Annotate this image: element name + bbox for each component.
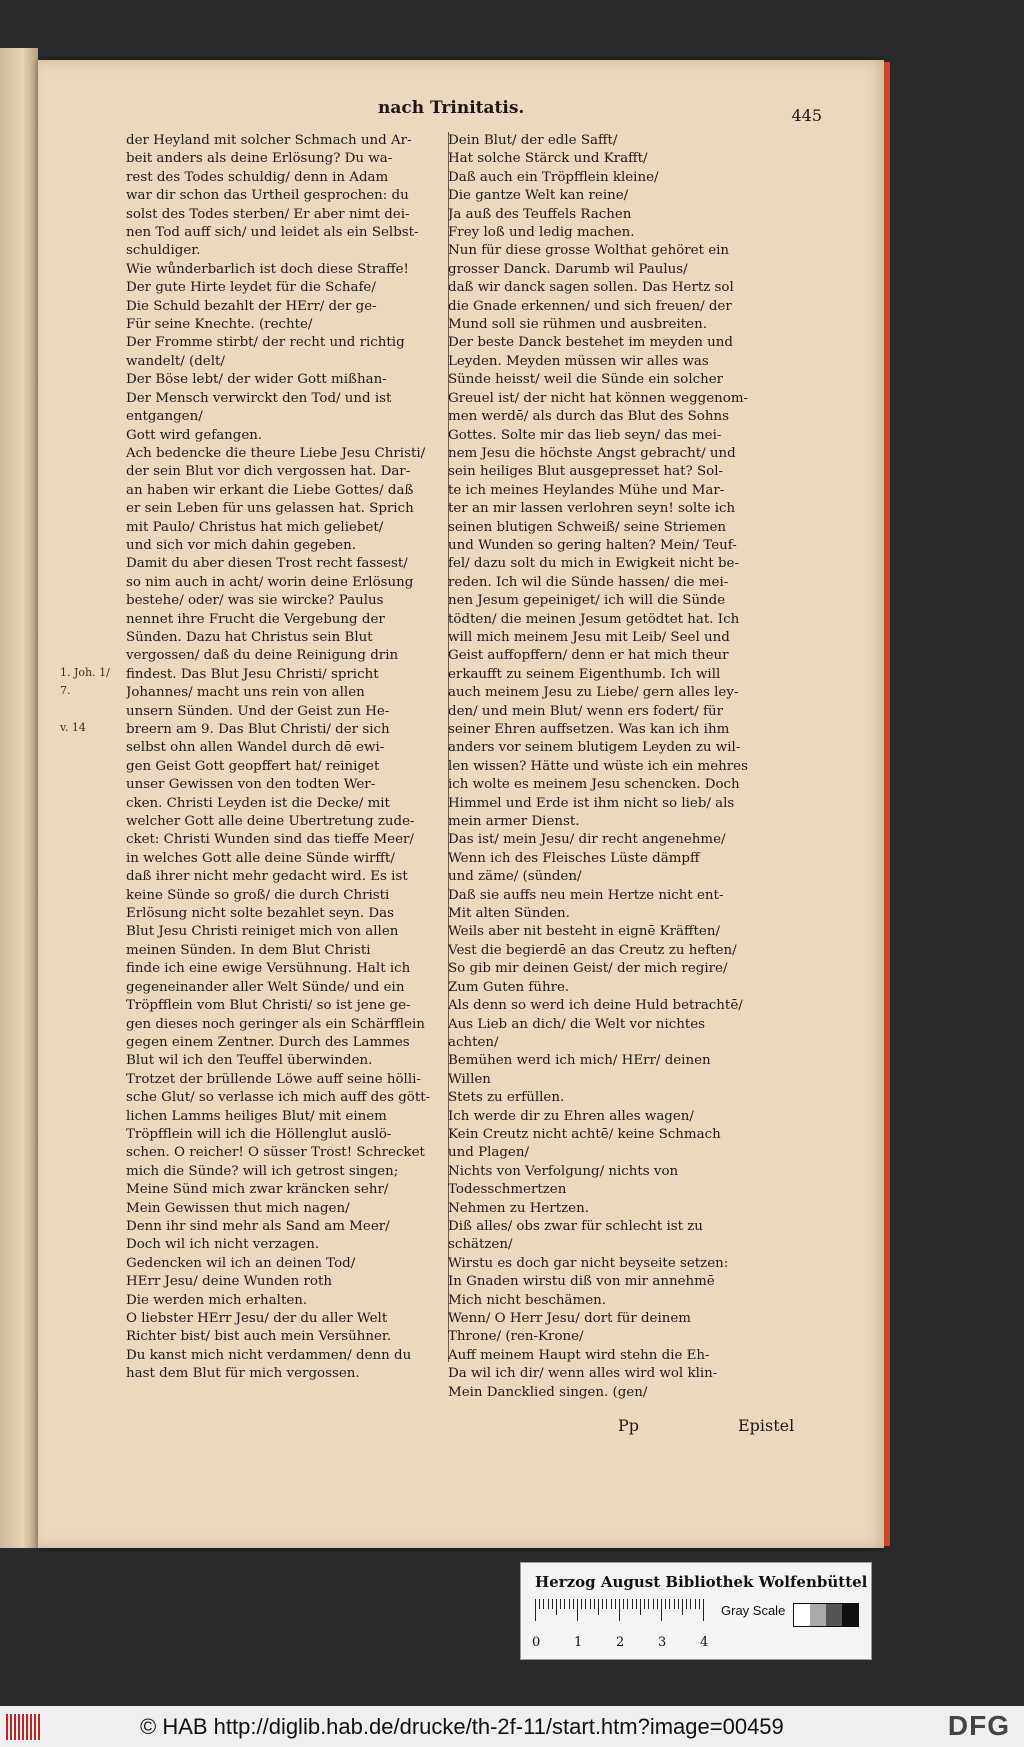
text-line: Gedencken wil ich an deinen Tod/ xyxy=(126,1255,356,1271)
text-line: vergossen/ daß du deine Reinigung drin xyxy=(126,648,399,664)
text-line: Mein Gewissen thut mich nagen/ xyxy=(126,1200,350,1216)
text-line: tödten/ die meinen Jesum getödtet hat. Ich xyxy=(448,611,740,627)
ruler-tick xyxy=(602,1599,603,1609)
text-line: Die gantze Welt kan reine/ xyxy=(448,188,629,204)
scale-ruler xyxy=(532,1599,709,1650)
text-line: solst des Todes sterben/ Er aber nimt dei- xyxy=(126,206,410,222)
text-line: und Wunden so gering halten? Mein/ Teuf- xyxy=(448,537,737,553)
text-line: gegeneinander aller Welt Sünde/ und ein xyxy=(126,979,405,995)
ruler-tick xyxy=(640,1599,641,1615)
text-line: nen Tod auff sich/ und leidet als ein Selbst- xyxy=(126,225,419,241)
text-line: ter an mir lassen verlohren seyn! solte ich xyxy=(448,501,736,517)
text-line: O liebster HErr Jesu/ der du aller Welt xyxy=(126,1311,388,1326)
text-line: Dein Blut/ der edle Safft/ xyxy=(448,133,618,148)
text-line: hast dem Blut für mich vergossen. xyxy=(126,1366,360,1382)
ruler-tick xyxy=(661,1599,662,1621)
text-line: rest des Todes schuldig/ denn in Adam xyxy=(126,169,389,185)
ruler-tick xyxy=(686,1599,687,1609)
text-line: Doch wil ich nicht verzagen. xyxy=(126,1237,320,1253)
page-footer xyxy=(618,1416,795,1435)
ruler-number: 2 xyxy=(616,1635,625,1650)
running-head: nach Trinitatis. xyxy=(378,98,525,118)
text-line: Vest die begierdē an das Creutz zu heften/ xyxy=(448,942,737,958)
text-line: finde ich eine ewige Versühnung. Halt ich xyxy=(126,961,411,977)
text-line: nem Jesu die höchste Angst gebracht/ und xyxy=(448,445,736,461)
ruler-tick xyxy=(699,1599,700,1609)
margin-note: 7. xyxy=(60,684,71,697)
text-line: cket: Christi Wunden sind das tieffe Meer/ xyxy=(126,832,414,848)
book-page xyxy=(38,60,884,1548)
text-line: Tröpfflein vom Blut Christi/ so ist jene ge- xyxy=(126,998,411,1014)
left-text-column xyxy=(126,132,456,1384)
text-line: die Gnade erkennen/ und sich freuen/ der xyxy=(448,298,732,314)
ruler-tick xyxy=(594,1599,595,1609)
text-line: Blut wil ich den Teuffel überwinden. xyxy=(126,1053,373,1069)
margin-note: v. 14 xyxy=(60,720,86,734)
text-line: Gottes. Solte mir das lieb seyn/ das mei- xyxy=(448,427,722,443)
ruler-tick xyxy=(560,1599,561,1609)
text-line: auch meinem Jesu zu Liebe/ gern alles ley- xyxy=(448,685,739,701)
adjacent-page-edge xyxy=(0,48,38,1548)
text-line: und zäme/ (sünden/ xyxy=(448,869,582,885)
ruler-tick xyxy=(573,1599,574,1609)
text-line: Richter bist/ bist auch mein Versühner. xyxy=(126,1329,392,1345)
text-line: Ja auß des Teuffels Rachen xyxy=(448,206,632,222)
ruler-tick xyxy=(703,1599,704,1621)
text-line: nennet ihre Frucht die Vergebung der xyxy=(126,611,385,627)
text-line: reden. Ich wil die Sünde hassen/ die mei- xyxy=(448,574,729,590)
text-line: Der beste Danck bestehet im meyden und xyxy=(448,335,733,351)
text-line: Nehmen zu Hertzen. xyxy=(448,1200,589,1216)
ruler-tick xyxy=(548,1599,549,1609)
text-line: Trotzet der brüllende Löwe auff seine hölli- xyxy=(126,1071,421,1087)
text-line: Wirstu es doch gar nicht beyseite setzen: xyxy=(448,1255,729,1271)
text-line: ich wolte es meinem Jesu schencken. Doch xyxy=(448,777,740,793)
text-line: den/ und mein Blut/ wenn ers fodert/ für xyxy=(448,703,724,719)
ruler-tick xyxy=(669,1599,670,1609)
text-line: Mein Dancklied singen. (gen/ xyxy=(448,1384,648,1400)
text-line: wandelt/ (delt/ xyxy=(126,353,225,369)
text-line: so nim auch in acht/ worin deine Erlösung xyxy=(126,574,414,590)
text-line: Bemühen werd ich mich/ HErr/ deinen xyxy=(448,1053,711,1069)
text-line: Nun für diese grosse Wolthat gehöret ein xyxy=(448,243,730,259)
text-line: Frey loß und ledig machen. xyxy=(448,225,635,241)
text-line: keine Sünde so groß/ die durch Christi xyxy=(126,887,390,903)
text-line: erkaufft zu seinem Eigenthumb. Ich will xyxy=(448,666,721,682)
text-line: So gib mir deinen Geist/ der mich regire/ xyxy=(448,961,728,977)
dfg-logo: DFG xyxy=(947,1710,1010,1741)
text-line: er sein Leben für uns gelassen hat. Sprich xyxy=(126,501,414,517)
text-line: In Gnaden wirstu diß von mir annehmē xyxy=(448,1274,715,1290)
library-card-title: Herzog August Bibliothek Wolfenbüttel xyxy=(535,1573,868,1591)
text-line: Mund soll sie rühmen und ausbreiten. xyxy=(448,317,707,333)
text-line: Auff meinem Haupt wird stehn die Eh- xyxy=(448,1347,710,1363)
ruler-tick xyxy=(674,1599,675,1609)
ruler-number: 0 xyxy=(532,1635,541,1650)
ruler-tick xyxy=(577,1599,578,1621)
text-line: Himmel und Erde ist ihm nicht so lieb/ als xyxy=(448,795,735,811)
text-line: Geist auffopffern/ denn er hat mich theur xyxy=(448,648,729,664)
text-line: Erlösung nicht solte bezahlet seyn. Das xyxy=(126,906,395,922)
barcode-icon xyxy=(6,1714,42,1740)
text-line: der Heyland mit solcher Schmach und Ar- xyxy=(126,133,412,148)
text-line: Johannes/ macht uns rein von allen xyxy=(126,685,365,701)
text-line: mit Paulo/ Christus hat mich geliebet/ xyxy=(126,519,384,535)
text-line: Kein Creutz nicht achtē/ keine Schmach xyxy=(448,1126,721,1142)
text-line: schen. O reicher! O süsser Trost! Schrecket xyxy=(126,1145,425,1161)
text-line: an haben wir erkant die Liebe Gottes/ daß xyxy=(126,482,414,498)
text-line: Du kanst mich nicht verdammen/ denn du xyxy=(126,1347,412,1363)
text-line: achten/ xyxy=(448,1034,499,1050)
gray-scale-label: Gray Scale xyxy=(721,1603,786,1618)
text-line: sein heiliges Blut ausgepresset hat? Sol- xyxy=(448,464,724,480)
text-line: Blut Jesu Christi reiniget mich von allen xyxy=(126,924,399,940)
text-line: unser Gewissen von den todten Wer- xyxy=(126,777,376,793)
ruler-number: 3 xyxy=(658,1635,667,1650)
gray-scale-bar xyxy=(793,1603,859,1627)
text-line: fel/ dazu solt du mich in Ewigkeit nicht be- xyxy=(448,556,739,572)
text-line: Stets zu erfüllen. xyxy=(448,1090,565,1106)
right-text-column xyxy=(448,132,808,1402)
text-line: Willen xyxy=(448,1071,491,1087)
text-line: Für seine Knechte. (rechte/ xyxy=(126,317,313,333)
text-line: daß wir danck sagen sollen. Das Hertz sol xyxy=(448,280,734,296)
ruler-tick xyxy=(606,1599,607,1609)
ruler-tick xyxy=(636,1599,637,1609)
text-line: seinen blutigen Schweiß/ seine Striemen xyxy=(448,519,726,535)
ruler-number: 4 xyxy=(700,1635,709,1650)
text-line: gegen einem Zentner. Durch des Lammes xyxy=(126,1034,410,1050)
text-line: seiner Ehren auffsetzen. Was kan ich ihm xyxy=(448,722,730,737)
text-line: Denn ihr sind mehr als Sand am Meer/ xyxy=(126,1218,390,1234)
text-line: Der Böse lebt/ der wider Gott mißhan- xyxy=(126,372,387,388)
ruler-tick xyxy=(539,1599,540,1609)
ruler-tick xyxy=(564,1599,565,1609)
ruler-tick xyxy=(648,1599,649,1609)
text-line: Daß sie auffs neu mein Hertze nicht ent- xyxy=(448,887,724,903)
text-line: HErr Jesu/ deine Wunden roth xyxy=(126,1274,332,1290)
text-line: Der gute Hirte leydet für die Schafe/ xyxy=(126,280,376,296)
signature-mark: Pp xyxy=(618,1416,640,1435)
text-line: in welches Gott alle deine Sünde wirfft/ xyxy=(126,850,395,866)
text-line: entgangen/ xyxy=(126,409,203,425)
ruler-tick xyxy=(627,1599,628,1609)
ruler-tick xyxy=(585,1599,586,1609)
catchword: Epistel xyxy=(738,1416,795,1435)
text-line: Ich werde dir zu Ehren alles wagen/ xyxy=(448,1108,694,1124)
text-line: Diß alles/ obs zwar für schlecht ist zu xyxy=(448,1218,703,1234)
text-line: Wenn ich des Fleisches Lüste dämpff xyxy=(448,850,700,866)
ruler-tick xyxy=(590,1599,591,1609)
text-line: Weils aber nit besteht in eignē Kräfften/ xyxy=(448,924,720,940)
ruler-tick xyxy=(632,1599,633,1609)
text-line: Aus Lieb an dich/ die Welt vor nichtes xyxy=(448,1016,706,1032)
text-line: war dir schon das Urtheil gesprochen: du xyxy=(126,188,409,204)
text-line: unsern Sünden. Und der Geist zun He- xyxy=(126,703,390,719)
text-line: Als denn so werd ich deine Huld betrachtē/ xyxy=(448,998,743,1014)
ruler-tick xyxy=(598,1599,599,1615)
ruler-tick xyxy=(552,1599,553,1609)
copyright-link[interactable]: © HAB http://diglib.hab.de/drucke/th-2f-11/start.htm?image=00459 xyxy=(140,1714,784,1739)
ruler-tick xyxy=(569,1599,570,1609)
text-line: Sünden. Dazu hat Christus sein Blut xyxy=(126,629,373,645)
text-line: lichen Lamms heiliges Blut/ mit einem xyxy=(126,1108,387,1124)
ruler-tick xyxy=(581,1599,582,1609)
text-line: Gott wird gefangen. xyxy=(126,427,263,443)
text-line: Das ist/ mein Jesu/ dir recht angenehme/ xyxy=(448,832,726,848)
text-line: Der Mensch verwirckt den Tod/ und ist xyxy=(126,390,392,406)
text-line: men werdē/ als durch das Blut des Sohns xyxy=(448,409,729,425)
text-line: will mich meinem Jesu mit Leib/ Seel und xyxy=(448,629,730,645)
text-line: Daß auch ein Tröpfflein kleine/ xyxy=(448,169,659,185)
text-line: anders vor seinem blutigem Leyden zu wil- xyxy=(448,740,741,756)
ruler-tick xyxy=(623,1599,624,1609)
text-line: nen Jesum gepeiniget/ ich will die Sünde xyxy=(448,593,726,609)
text-line: grosser Danck. Darumb wil Paulus/ xyxy=(448,261,688,277)
text-line: der sein Blut vor dich vergossen hat. Dar- xyxy=(126,464,411,480)
text-line: Ach bedencke die theure Liebe Jesu Christi/ xyxy=(126,445,426,461)
ruler-tick xyxy=(690,1599,691,1609)
text-line: Nichts von Verfolgung/ nichts von xyxy=(448,1163,679,1179)
text-line: Zum Guten führe. xyxy=(448,979,570,995)
ruler-tick xyxy=(653,1599,654,1609)
text-line: Damit du aber diesen Trost recht fassest/ xyxy=(126,556,408,572)
text-line: breern am 9. Das Blut Christi/ der sich xyxy=(126,722,390,737)
ruler-tick xyxy=(615,1599,616,1609)
ruler-tick xyxy=(619,1599,620,1621)
text-line: Hat solche Stärck und Krafft/ xyxy=(448,151,648,167)
ruler-tick xyxy=(611,1599,612,1609)
ruler-tick xyxy=(682,1599,683,1615)
ruler-tick xyxy=(644,1599,645,1609)
text-line: te ich meines Heylandes Mühe und Mar- xyxy=(448,482,725,498)
page-edge-red xyxy=(884,62,890,1546)
text-line: Der Fromme stirbt/ der recht und richtig xyxy=(126,335,405,351)
text-line: mich die Sünde? will ich getrost singen; xyxy=(126,1163,399,1179)
text-line: Tröpfflein will ich die Höllenglut auslö- xyxy=(126,1126,392,1142)
text-line: bestehe/ oder/ was sie wircke? Paulus xyxy=(126,593,384,609)
text-line: beit anders als deine Erlösung? Du wa- xyxy=(126,151,393,167)
text-line: Greuel ist/ der nicht hat können weggenom- xyxy=(448,390,749,406)
library-color-card xyxy=(520,1562,872,1660)
text-line: und Plagen/ xyxy=(448,1145,529,1161)
text-line: daß ihrer nicht mehr gedacht wird. Es ist xyxy=(126,869,408,885)
text-line: len wissen? Hätte und wüste ich ein mehres xyxy=(448,758,748,774)
text-line: Die Schuld bezahlt der HErr/ der ge- xyxy=(126,298,377,314)
text-line: Wenn/ O Herr Jesu/ dort für deinem xyxy=(448,1311,691,1326)
ruler-tick xyxy=(535,1599,536,1621)
ruler-tick xyxy=(657,1599,658,1609)
text-line: Meine Sünd mich zwar kräncken sehr/ xyxy=(126,1182,389,1198)
text-line: Wie wůnderbarlich ist doch diese Straffe! xyxy=(126,261,409,277)
text-line: und sich vor mich dahin gegeben. xyxy=(126,537,356,553)
ruler-tick xyxy=(665,1599,666,1609)
text-line: Mich nicht beschämen. xyxy=(448,1292,607,1308)
text-line: gen dieses noch geringer als ein Schärfflein xyxy=(126,1016,425,1032)
text-line: cken. Christi Leyden ist die Decke/ mit xyxy=(126,795,390,811)
ruler-tick xyxy=(678,1599,679,1609)
text-line: schuldiger. xyxy=(126,243,201,259)
ruler-number: 1 xyxy=(574,1635,583,1650)
text-line: Mit alten Sünden. xyxy=(448,906,570,922)
ruler-tick xyxy=(556,1599,557,1615)
text-line: schätzen/ xyxy=(448,1237,513,1253)
text-line: Da wil ich dir/ wenn alles wird wol klin- xyxy=(448,1366,718,1382)
text-line: mein armer Dienst. xyxy=(448,814,580,830)
margin-note: 1. Joh. 1/ xyxy=(60,665,110,679)
text-line: Throne/ (ren-Krone/ xyxy=(448,1329,584,1345)
text-line: gen Geist Gott geopffert hat/ reiniget xyxy=(126,758,380,774)
text-line: Sünde heisst/ weil die Sünde ein solcher xyxy=(448,372,724,388)
text-line: welcher Gott alle deine Ubertretung zude- xyxy=(126,814,415,830)
text-line: Leyden. Meyden müssen wir alles was xyxy=(448,353,709,369)
text-line: selbst ohn allen Wandel durch dē ewi- xyxy=(126,740,385,756)
ruler-tick xyxy=(695,1599,696,1609)
text-line: sche Glut/ so verlasse ich mich auff des gött- xyxy=(126,1090,431,1106)
text-line: findest. Das Blut Jesu Christi/ spricht xyxy=(126,666,379,682)
ruler-tick xyxy=(543,1599,544,1609)
text-line: Die werden mich erhalten. xyxy=(126,1292,308,1308)
viewer-footer-bar xyxy=(0,1706,1024,1747)
text-line: meinen Sünden. In dem Blut Christi xyxy=(126,942,371,958)
page-number: 445 xyxy=(791,106,822,125)
text-line: Todesschmertzen xyxy=(448,1182,567,1198)
